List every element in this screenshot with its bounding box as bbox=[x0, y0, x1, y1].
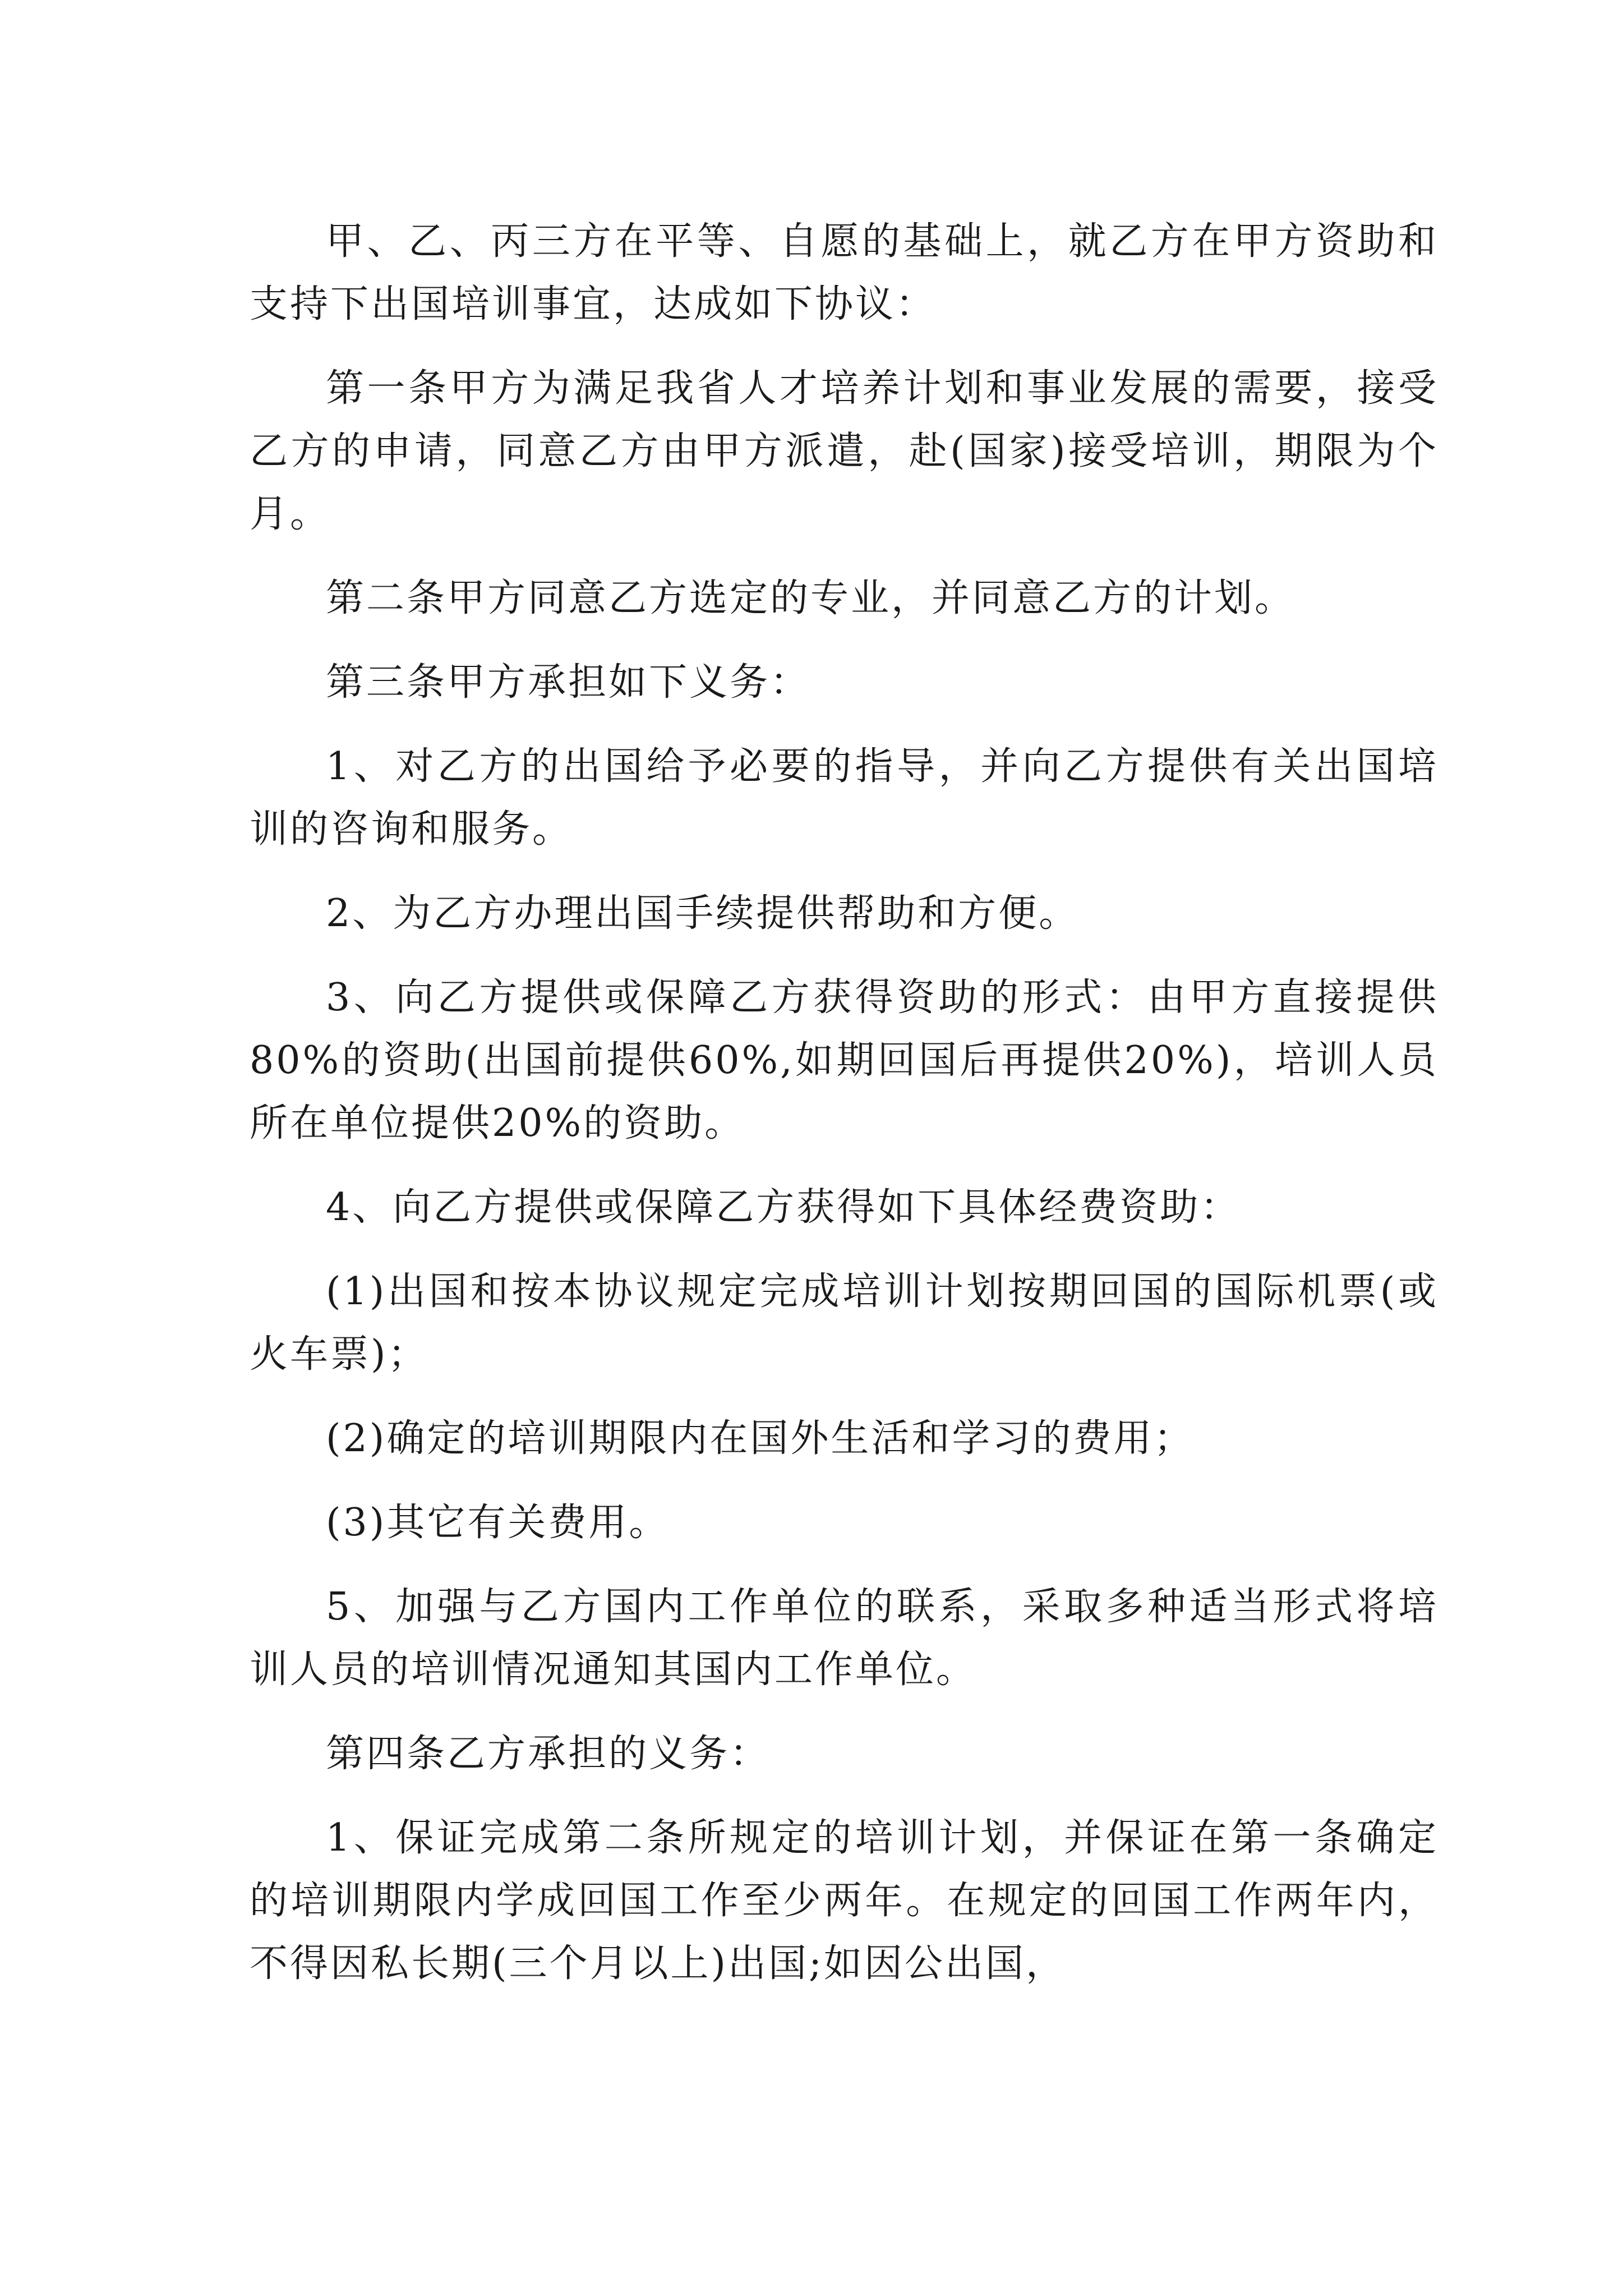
paragraph-subitem: (2)确定的培训期限内在国外生活和学习的费用； bbox=[326, 1416, 1195, 1461]
paragraph-intro: 甲、乙、丙三方在平等、自愿的基础上，就乙方在甲方资助和支持下出国培训事宜，达成如下协议： bbox=[250, 219, 1438, 326]
document-body bbox=[250, 210, 1438, 2017]
paragraph-item: 4、向乙方提供或保障乙方获得如下具体经费资助： bbox=[326, 1185, 1241, 1230]
paragraph-article-1: 第一条甲方为满足我省人才培养计划和事业发展的需要，接受乙方的申请，同意乙方由甲方派遣，赴(国家)接受培训，期限为个月。 bbox=[250, 366, 1438, 536]
paragraph-item: 3、向乙方提供或保障乙方获得资助的形式：由甲方直接提供80%的资助(出国前提供60%,如期回国后再提供20%)，培训人员所在单位提供20%的资助。 bbox=[250, 976, 1438, 1145]
paragraph-subitem: (1)出国和按本协议规定完成培训计划按期回国的国际机票(或火车票)； bbox=[250, 1269, 1438, 1377]
paragraph-item: 5、加强与乙方国内工作单位的联系，采取多种适当形式将培训人员的培训情况通知其国内工作单位。 bbox=[250, 1585, 1438, 1692]
paragraph-item: 1、保证完成第二条所规定的培训计划，并保证在第一条确定的培训期限内学成回国工作至少两年。在规定的回国工作两年内，不得因私长期(三个月以上)出国;如因公出国， bbox=[250, 1816, 1438, 1986]
paragraph-subitem: (3)其它有关费用。 bbox=[326, 1501, 670, 1545]
paragraph-item: 1、对乙方的出国给予必要的指导，并向乙方提供有关出国培训的咨询和服务。 bbox=[250, 744, 1438, 852]
paragraph-article-3: 第三条甲方承担如下义务： bbox=[326, 660, 811, 705]
paragraph-article-4: 第四条乙方承担的义务： bbox=[326, 1732, 771, 1776]
paragraph-article-2: 第二条甲方同意乙方选定的专业，并同意乙方的计划。 bbox=[326, 576, 1295, 620]
paragraph-item: 2、为乙方办理出国手续提供帮助和方便。 bbox=[326, 891, 1080, 936]
